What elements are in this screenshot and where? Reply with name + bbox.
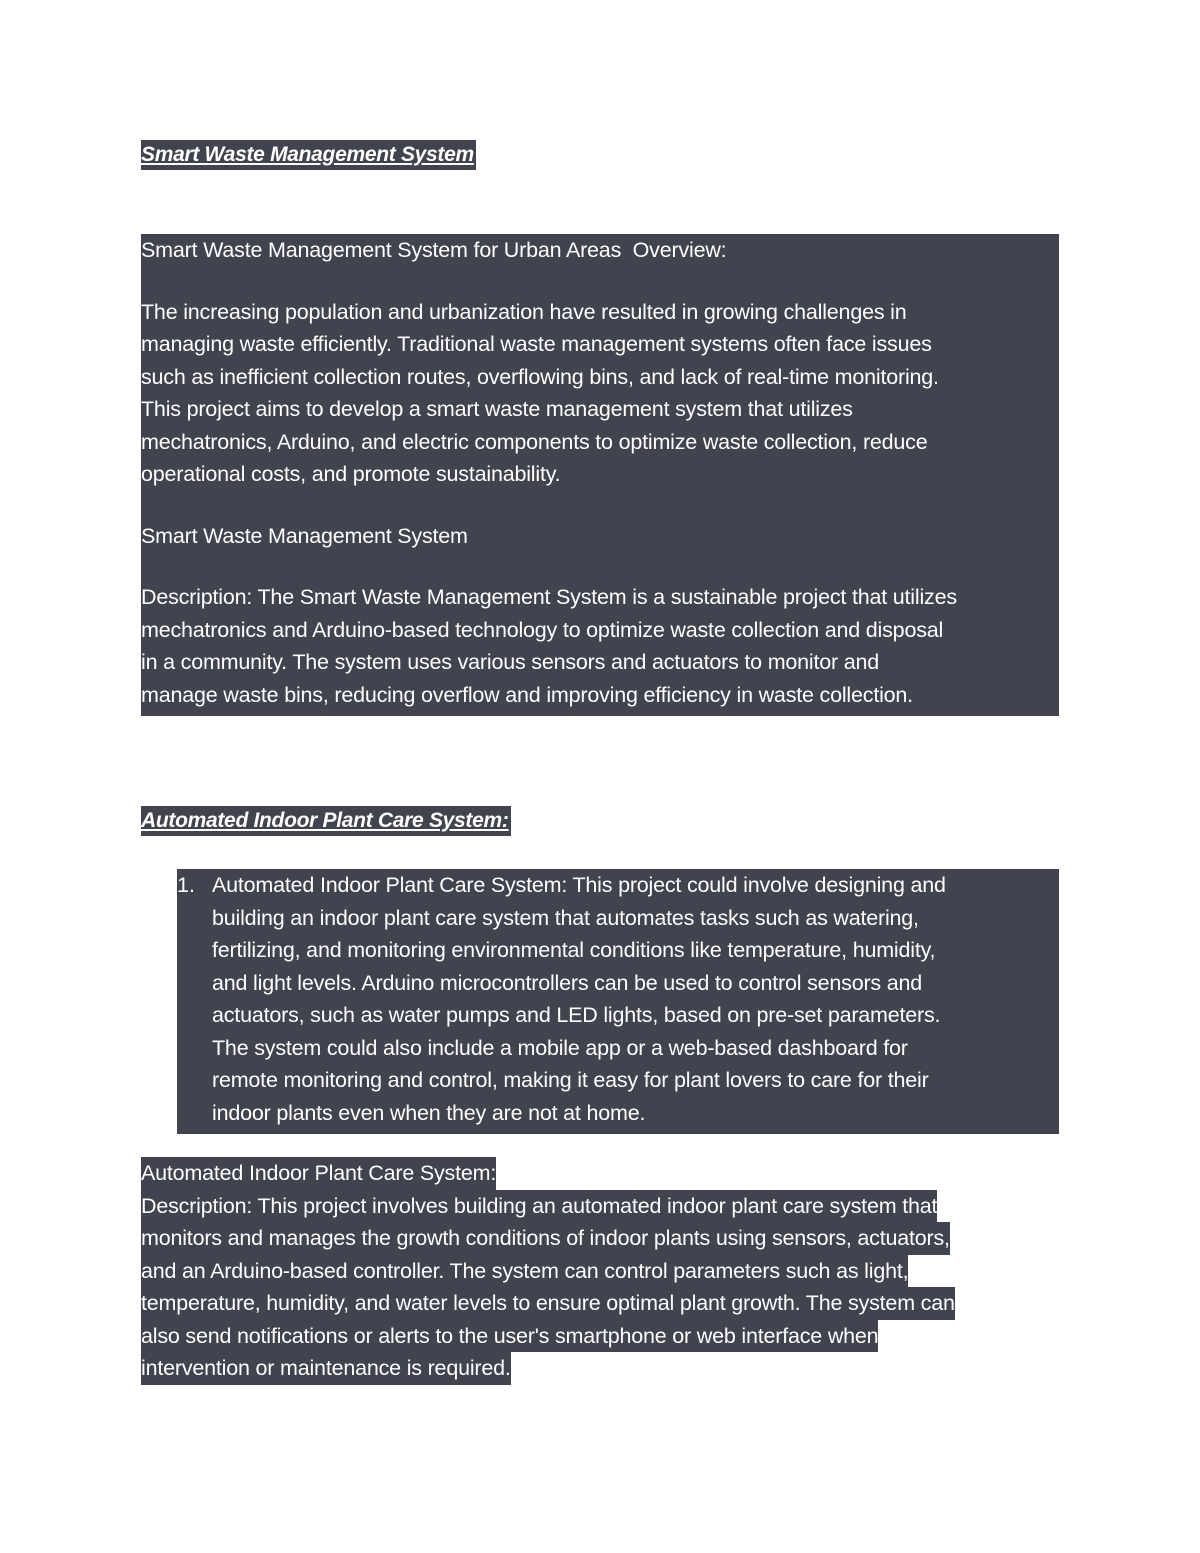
list-line: actuators, such as water pumps and LED lights, based on pre-set parameters. <box>212 1003 941 1027</box>
section-heading-smart-waste: Smart Waste Management System <box>141 140 476 170</box>
section-subtitle: Smart Waste Management System <box>141 523 468 548</box>
overview-line: such as inefficient collection routes, overflowing bins, and lack of real-time monitoring. <box>141 364 939 389</box>
description-line: in a community. The system uses various sensors and actuators to monitor and <box>141 650 880 674</box>
description-line: temperature, humidity, and water levels to ensure optimal plant growth. The system can <box>141 1287 955 1320</box>
list-line: and light levels. Arduino microcontrollers can be used to control sensors and <box>212 970 923 995</box>
section-heading-plant-care: Automated Indoor Plant Care System: <box>141 806 511 836</box>
description-line: Description: This project involves building an automated indoor plant care system that <box>141 1190 937 1223</box>
smart-waste-block <box>141 234 1059 716</box>
list-line: fertilizing, and monitoring environmental conditions like temperature, humidity, <box>212 938 936 962</box>
list-line: The system could also include a mobile app or a web-based dashboard for <box>212 1035 908 1060</box>
list-item <box>177 869 1059 1129</box>
list-number: 1. <box>177 873 195 897</box>
list-line: indoor plants even when they are not at home. <box>212 1100 646 1125</box>
plant-care-list-block <box>177 869 1059 1134</box>
overview-line: managing waste efficiently. Traditional waste management systems often face issues <box>141 332 932 356</box>
overview-line: This project aims to develop a smart waste management system that utilizes <box>141 397 853 421</box>
description-line: manage waste bins, reducing overflow and improving efficiency in waste collection. <box>141 682 913 707</box>
list-line: Automated Indoor Plant Care System: This project could involve designing and <box>212 873 946 897</box>
list-line: building an indoor plant care system that automates tasks such as watering, <box>212 905 919 930</box>
description-line: mechatronics and Arduino-based technology to optimize waste collection and disposal <box>141 617 944 642</box>
description-line: intervention or maintenance is required. <box>141 1352 511 1385</box>
description-line: and an Arduino-based controller. The system can control parameters such as light, <box>141 1255 908 1288</box>
description-title: Automated Indoor Plant Care System: <box>141 1157 496 1190</box>
description-line: also send notifications or alerts to the user's smartphone or web interface when <box>141 1320 878 1353</box>
overview-line: The increasing population and urbanization have resulted in growing challenges in <box>141 299 907 324</box>
description-line: Description: The Smart Waste Management System is a sustainable project that utilizes <box>141 585 957 609</box>
overview-line: mechatronics, Arduino, and electric components to optimize waste collection, reduce <box>141 429 928 454</box>
overview-line: operational costs, and promote sustainability. <box>141 462 561 486</box>
overview-title: Smart Waste Management System for Urban Areas Overview: <box>141 238 727 262</box>
description-line: monitors and manages the growth conditions of indoor plants using sensors, actuators, <box>141 1222 950 1255</box>
plant-care-description <box>141 1157 955 1385</box>
list-line: remote monitoring and control, making it easy for plant lovers to care for their <box>212 1068 929 1092</box>
